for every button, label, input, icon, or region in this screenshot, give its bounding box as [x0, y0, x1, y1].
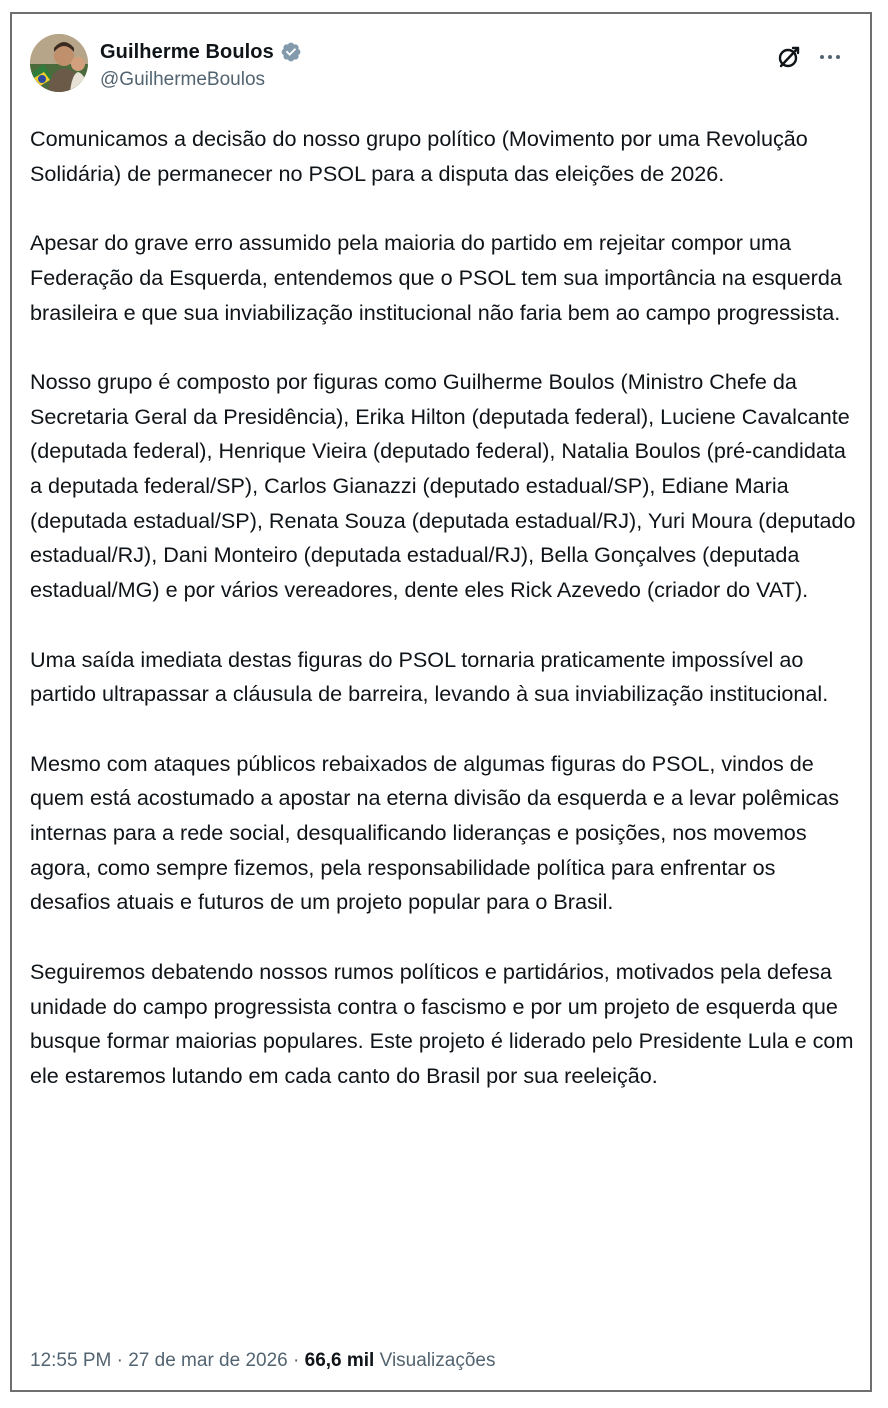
tweet-paragraph: Uma saída imediata destas figuras do PSOL tornaria praticamente impossível ao partido ultrapassar a cláusula de barreira, levando à sua inviabilização institucional.	[30, 646, 829, 707]
verified-badge-icon[interactable]	[280, 41, 302, 63]
tweet-paragraph: Apesar do grave erro assumido pela maioria do partido em rejeitar compor uma Federação da Esquerda, entendemos que o PSOL tem sua importância na esquerda brasileira e que sua inviabilização institucional não faria bem ao campo progressista.	[30, 230, 842, 325]
tweet-paragraph: Comunicamos a decisão do nosso grupo político (Movimento por uma Revolução Solidária) de permanecer no PSOL para a disputa das eleições de 2026.	[30, 126, 808, 186]
tweet-card	[10, 12, 872, 1392]
more-options-icon[interactable]	[818, 45, 842, 69]
tweet-paragraph: Mesmo com ataques públicos rebaixados de algumas figuras do PSOL, vindos de quem está acostumado a apostar na eterna divisão da esquerda e a levar polêmicas internas para a rede social, desqualificando lideranças e posições, nos movemos agora, como sempre fizemos, pela responsabilidade política para enfrentar os desafios atuais e futuros de um projeto popular para o Brasil.	[30, 750, 840, 915]
tweet-paragraph: Nosso grupo é composto por figuras como Guilherme Boulos (Ministro Chefe da Secretaria Geral da Presidência), Erika Hilton (deputada federal), Luciene Cavalcante (deputada federal), Henrique Vieira (deputado federal), Natalia Boulos (pré-candidata a deputada federal/SP), Carlos Gianazzi (deputado estadual/SP), Ediane Maria (deputada estadual/SP), Renata Souza (deputada estadual/RJ), Yuri Moura (deputado estadual/RJ), Dani Monteiro (deputada estadual/RJ), Bella Gonçalves (deputada estadual/MG) e por vários vereadores, dente eles Rick Azevedo (criador do VAT).	[30, 368, 856, 603]
author-handle[interactable]: @GuilhermeBoulos	[100, 69, 266, 90]
meta-separator: ·	[111, 1350, 129, 1371]
tweet-paragraph: Seguiremos debatendo nossos rumos políticos e partidários, motivados pela defesa unidade do campo progressista contra o fascismo e por um projeto de esquerda que busque formar maiorias populares. Este projeto é liderado pelo Presidente Lula e com ele estaremos lutando em cada canto do Brasil por sua reeleição.	[30, 958, 854, 1088]
author-block	[100, 38, 302, 91]
profile-photo-icon	[30, 34, 88, 92]
author-name-row	[100, 38, 302, 66]
views-label[interactable]: Visualizações	[379, 1350, 496, 1371]
header-actions	[776, 44, 842, 70]
tweet-date[interactable]: 27 de mar de 2026	[128, 1350, 288, 1371]
grok-icon[interactable]	[776, 44, 802, 70]
avatar[interactable]	[30, 34, 88, 92]
tweet-time[interactable]: 12:55 PM	[30, 1350, 112, 1371]
tweet-text	[30, 122, 860, 1094]
tweet-meta	[30, 1350, 495, 1372]
tweet-header	[26, 34, 856, 96]
author-display-name[interactable]: Guilherme Boulos	[100, 40, 274, 63]
views-count[interactable]: 66,6 mil	[304, 1350, 375, 1371]
meta-separator: ·	[287, 1350, 305, 1371]
